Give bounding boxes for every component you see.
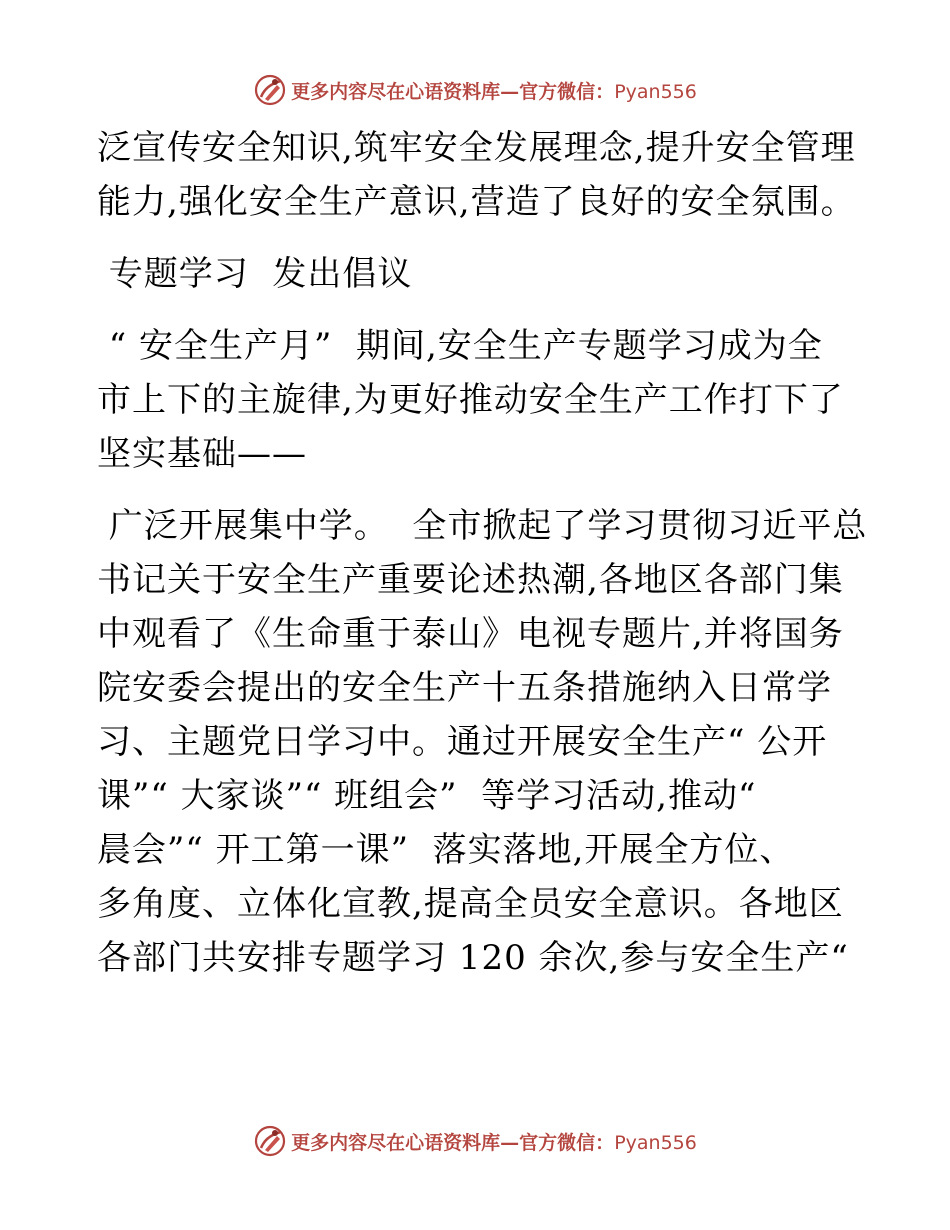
text-line: 广泛开展集中学。 全市掀起了学习贯彻习近平总 — [97, 506, 868, 546]
text-line: 习、主题党日学习中。通过开展安全生产“ 公开 — [97, 722, 828, 762]
text-line: 中观看了《生命重于泰山》电视专题片,并将国务 — [97, 614, 844, 654]
text-line: 院安委会提出的安全生产十五条措施纳入日常学 — [97, 668, 832, 708]
text-line: 市上下的主旋律,为更好推动安全生产工作打下了 — [97, 380, 844, 420]
text-line: 能力,强化安全生产意识,营造了良好的安全氛围。 — [97, 182, 856, 222]
watermark-main: 更多内容尽在心语资料库— — [291, 1131, 520, 1154]
paragraph — [97, 499, 868, 985]
text-line: 坚实基础—— — [97, 434, 307, 474]
watermark-contact-label: 官方微信： — [519, 80, 615, 103]
brand-logo-icon — [253, 1124, 287, 1158]
footer-watermark — [0, 1121, 950, 1161]
watermark-text — [291, 77, 697, 104]
watermark-text — [291, 1128, 697, 1155]
text-line: 多角度、立体化宣教,提高全员安全意识。各地区 — [97, 884, 844, 924]
watermark-contact-id: Pyan556 — [614, 80, 697, 103]
watermark-contact-id: Pyan556 — [614, 1131, 697, 1154]
watermark-main: 更多内容尽在心语资料库— — [291, 80, 520, 103]
document-body — [97, 121, 868, 985]
text-line: 泛宣传安全知识,筑牢安全发展理念,提升安全管理 — [97, 128, 856, 168]
text-line: 各部门共安排专题学习 120 余次,参与安全生产“ — [97, 938, 849, 978]
text-line: 晨会”“ 开工第一课” 落实落地,开展全方位、 — [97, 830, 795, 870]
text-line: 专题学习 发出倡议 — [97, 254, 413, 294]
text-line: “ 安全生产月” 期间,安全生产专题学习成为全 — [97, 326, 823, 366]
paragraph — [97, 319, 857, 481]
brand-logo-icon — [253, 73, 287, 107]
text-line: 书记关于安全生产重要论述热潮,各地区各部门集 — [97, 560, 844, 600]
section-heading — [97, 247, 857, 301]
watermark-contact-label: 官方微信： — [519, 1131, 615, 1154]
header-watermark — [0, 70, 950, 110]
text-line: 课”“ 大家谈”“ 班组会” 等学习活动,推动“ — [97, 776, 757, 816]
paragraph — [97, 121, 857, 229]
